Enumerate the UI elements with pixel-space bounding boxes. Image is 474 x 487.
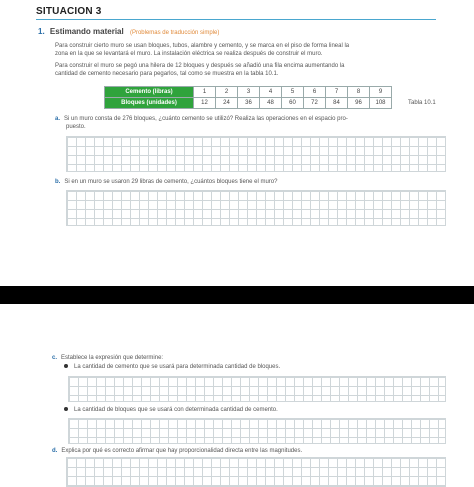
part-d-letter: d. [52,448,58,454]
question-1-heading [38,27,219,36]
table-cell: 36 [238,98,260,109]
part-c-text: Establece la expresión que determine: [61,355,164,361]
part-d-text: Explica por qué es correcto afirmar que hay proporcionalidad directa entre las magnitudes. [61,448,303,454]
part-b-text: Si en un muro se usaron 29 libras de cemento, ¿cuántos bloques tiene el muro? [64,179,278,185]
table-cell: 8 [348,87,370,98]
table-caption: Tabla 10.1 [408,100,436,106]
table-cell: 7 [326,87,348,98]
section-title: SITUACION 3 [36,6,102,17]
bullet-dot [64,407,68,411]
row-header-cemento: Cemento (libras) [105,87,194,98]
table-row-cemento [105,87,392,98]
part-c-bullet-2 [64,407,278,413]
table-cell: 48 [260,98,282,109]
question-title: Estimando material [49,27,124,36]
table-cell: 9 [370,87,392,98]
table-cell: 3 [238,87,260,98]
bullet-dot [64,364,68,368]
table-cell: 1 [194,87,216,98]
table-row-bloques [105,98,392,109]
answer-grid-d[interactable] [66,457,446,487]
worksheet-page-bottom [0,304,474,487]
answer-grid-c1[interactable] [68,376,446,402]
part-a-line-2: puesto. [66,124,86,130]
table-cell: 60 [282,98,304,109]
page-separator [0,286,474,304]
part-c-letter: c. [52,355,58,361]
part-b-question [55,178,455,186]
paragraph-2-line-1: Para construir el muro se pegó una hilera de 12 bloques y después se añadió una fila encima aumentando la [55,63,345,69]
table-cell: 24 [216,98,238,109]
part-b-letter: b. [55,179,61,185]
table-cell: 108 [370,98,392,109]
answer-grid-c2[interactable] [68,418,446,444]
answer-grid-a[interactable] [66,136,446,172]
table-cell: 96 [348,98,370,109]
row-header-bloques: Bloques (unidades) [105,98,194,109]
paragraph-1-line-2: zona en la que se levantará el muro. La instalación eléctrica se realiza después de construir el muro. [55,51,323,57]
part-c-question [52,354,452,362]
answer-grid-b[interactable] [66,190,446,226]
part-a-letter: a. [55,116,61,122]
table-cell: 2 [216,87,238,98]
table-cell: 12 [194,98,216,109]
table-cell: 6 [304,87,326,98]
paragraph-2-line-2: cantidad de cemento necesario para pegarlos, tal como se muestra en la tabla 10.1. [55,71,279,77]
cement-blocks-table [104,86,392,109]
part-a-line-1: Si un muro consta de 276 bloques, ¿cuánto cemento se utilizó? Realiza las operaciones en el espacio pro- [64,116,348,122]
part-c-bullet-1 [64,364,280,370]
table-cell: 84 [326,98,348,109]
question-number: 1. [38,27,45,36]
table-cell: 4 [260,87,282,98]
table-cell: 72 [304,98,326,109]
bullet-1-text: La cantidad de cemento que se usará para determinada cantidad de bloques. [74,364,281,370]
part-a-question [55,115,455,123]
bullet-2-text: La cantidad de bloques que se usará con determinada cantidad de cemento. [74,407,278,413]
table-cell: 5 [282,87,304,98]
part-d-question [52,447,452,455]
section-rule [36,19,436,20]
paragraph-1-line-1: Para construir cierto muro se usan bloques, tubos, alambre y cemento, y se marca en el piso de forma lineal la [55,43,350,49]
question-subtitle: (Problemas de traducción simple) [129,30,220,36]
